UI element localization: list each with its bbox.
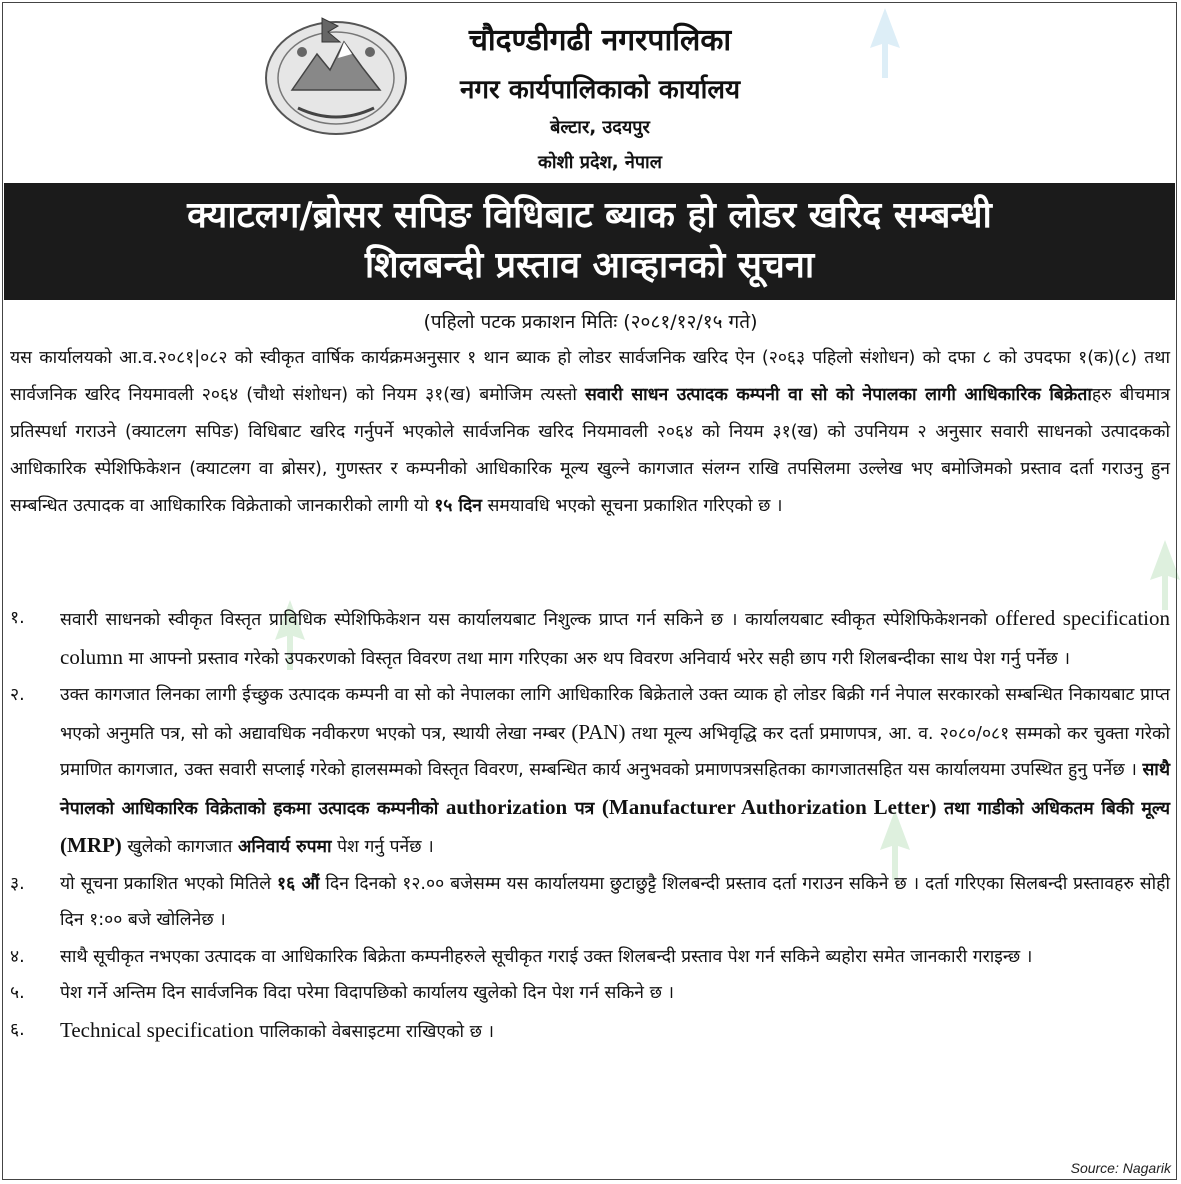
item-text: दिन दिनको १२.०० बजेसम्म यस कार्यालयमा छुटाछुट्टै शिलबन्दी प्रस्ताव दर्ता गराउन सकिने छ । दर्ता गरिएका सिलबन्दी प्रस्तावहरु सोही दिन १:०० बजे खोलिनेछ ।	[60, 873, 1170, 930]
item-latin-text: (PAN)	[571, 719, 626, 744]
item-latin-bold: (MRP)	[60, 833, 122, 857]
item-number: ४.	[10, 946, 25, 967]
item-text: मा आफ्नो प्रस्ताव गरेको उपकरणको विस्तृत विवरण तथा माग गरिएका अरु थप विवरण अनिवार्य भरेर सही छाप गरी शिलबन्दीका साथ पेश गर्नु पर्नेछ ।	[123, 648, 1070, 669]
org-name: चौदण्डीगढी नगरपालिका	[468, 23, 732, 58]
item-bold-text: १६ औं	[276, 873, 320, 894]
intro-text-2: हरु बीचमात्र प्रतिस्पर्धा गराउने (क्याटलग सपिङ) विधिबाट खरिद गर्नुपर्ने भएकोले सार्वजनिक खरिद नियमावली २०६४ को नियम ३१(ख) को उपनियम २ अनुसार सवारी साधनको उत्पादकको आधिकारिक स्पेशिफिकेशन (क्याटलग वा ब्रोसर), गुणस्तर र कम्पनीको आधिकारिक मूल्य खुल्ने कागजात संलग्न राखि तपसिलमा उल्लेख भए बमोजिमको प्रस्ताव दर्ता गराउनु हुन सम्बन्धित उत्पादक वा आधिकारिक विक्रेताको जानकारीको लागी यो	[10, 385, 1170, 516]
list-item	[10, 1012, 1170, 1051]
item-latin-bold: (Manufacturer Authorization Letter)	[601, 794, 937, 819]
item-latin-bold: authorization	[445, 794, 568, 819]
notice-header	[0, 0, 1181, 182]
item-text: सवारी साधनको स्वीकृत विस्तृत प्राविधिक स्पेशिफिकेशन यस कार्यालयबाट निशुल्क प्राप्त गर्न सकिने छ । कार्यालयबाट स्वीकृत स्पेशिफिकेशनको	[60, 610, 996, 630]
item-text: खुलेको कागजात	[121, 837, 238, 857]
item-number: ५.	[10, 983, 25, 1003]
notice-title-line-2: शिलबन्दी प्रस्ताव आव्हानको सूचना	[364, 245, 815, 286]
notice-title-line-1: क्याटलग/ब्रोसर सपिङ विधिबाट ब्याक हो लोडर खरिद सम्बन्धी	[187, 195, 992, 236]
item-bold-text: तथा गाडीको अधिकतम बिकी मूल्य	[936, 798, 1171, 819]
list-item	[10, 600, 1170, 677]
address-line-1: बेल्टार, उदयपुर	[550, 117, 650, 138]
intro-bold-2: १५ दिन	[434, 496, 483, 516]
list-item	[10, 677, 1170, 866]
item-bold-text: साथै नेपालको आधिकारिक विक्रेताको हकमा उत्पादक कम्पनीको	[60, 760, 1170, 819]
item-bold-text: अनिवार्य रुपमा	[237, 837, 332, 857]
item-latin-text: Technical specification	[60, 1017, 254, 1042]
item-text: उक्त कागजात लिनका लागी ईच्छुक उत्पादक कम्पनी वा सो को नेपालका लागि आधिकारिक बिक्रेताले उक्त व्याक हो लोडर बिक्री गर्न नेपाल सरकारको सम्बन्धित निकायबाट प्राप्त भएको अनुमति पत्र, सो को अद्यावधिक नवीकरण भएको पत्र, स्थायी लेखा नम्बर	[60, 685, 1170, 744]
item-text: तथा मूल्य अभिवृद्धि कर दर्ता प्रमाणपत्र, आ. व. २०८०/०८१ सम्मको कर चुक्ता गरेको प्रमाणित कागजात, उक्त सवारी सप्लाई गरेको हालसम्मको विस्तृत विवरण, सम्बन्धित कार्य अनुभवको प्रमाणपत्रसहितका कागजातसहित यस कार्यालयमा उपस्थित हुनु पर्नेछ ।	[60, 723, 1171, 780]
nepal-government-emblem-icon	[262, 12, 410, 138]
conditions-list	[10, 600, 1170, 1050]
source-credit: Source: Nagarik	[1070, 1160, 1171, 1176]
intro-text-3: समयावधि भएको सूचना प्रकाशित गरिएको छ ।	[482, 496, 783, 516]
item-text: साथै सूचीकृत नभएका उत्पादक वा आधिकारिक बिक्रेता कम्पनीहरुले सूचीकृत गराई उक्त शिलबन्दी प्रस्ताव पेश गर्न सकिने ब्यहोरा समेत जानकारी गराइन्छ ।	[60, 946, 1033, 967]
item-number: ३.	[10, 873, 25, 894]
list-item	[10, 939, 1170, 976]
list-item	[10, 866, 1170, 939]
item-bold-text: पत्र	[567, 798, 602, 819]
item-number: ६.	[10, 1019, 25, 1040]
address-line-2: कोशी प्रदेश, नेपाल	[538, 152, 662, 173]
publication-date: (पहिलो पटक प्रकाशन मितिः (२०८१/१२/१५ गते)	[423, 311, 758, 333]
item-latin-text: offered specification column	[60, 606, 1170, 669]
intro-bold-1: सवारी साधन उत्पादक कम्पनी वा सो को नेपालका लागी आधिकारिक बिक्रेता	[584, 385, 1092, 405]
item-text: पालिकाको वेबसाइटमा राखिएको छ ।	[253, 1021, 495, 1042]
office-name: नगर कार्यपालिकाको कार्यालय	[459, 75, 741, 105]
item-text: पेश गर्ने अन्तिम दिन सार्वजनिक विदा परेमा विदापछिको कार्यालय खुलेको दिन पेश गर्न सकिने छ ।	[60, 983, 675, 1003]
list-item	[10, 975, 1170, 1012]
item-number: १.	[10, 608, 25, 628]
item-text: पेश गर्नु पर्नेछ ।	[331, 837, 434, 857]
intro-paragraph	[10, 340, 1170, 525]
intro-text-1: यस कार्यालयको आ.व.२०८१|०८२ को स्वीकृत वार्षिक कार्यक्रमअनुसार १ थान ब्याक हो लोडर सार्वजनिक खरिद ऐन (२०६३ पहिलो संशोधन) को दफा ८ को उपदफा १(क)(८) तथा सार्वजनिक खरिद नियमावली २०६४ (चौथो संशोधन) को नियम ३१(ख) बमोजिम त्यस्तो	[10, 348, 1170, 405]
item-number: २.	[10, 685, 25, 705]
notice-title-band	[4, 183, 1175, 300]
item-text: यो सूचना प्रकाशित भएको मितिले	[60, 873, 277, 894]
